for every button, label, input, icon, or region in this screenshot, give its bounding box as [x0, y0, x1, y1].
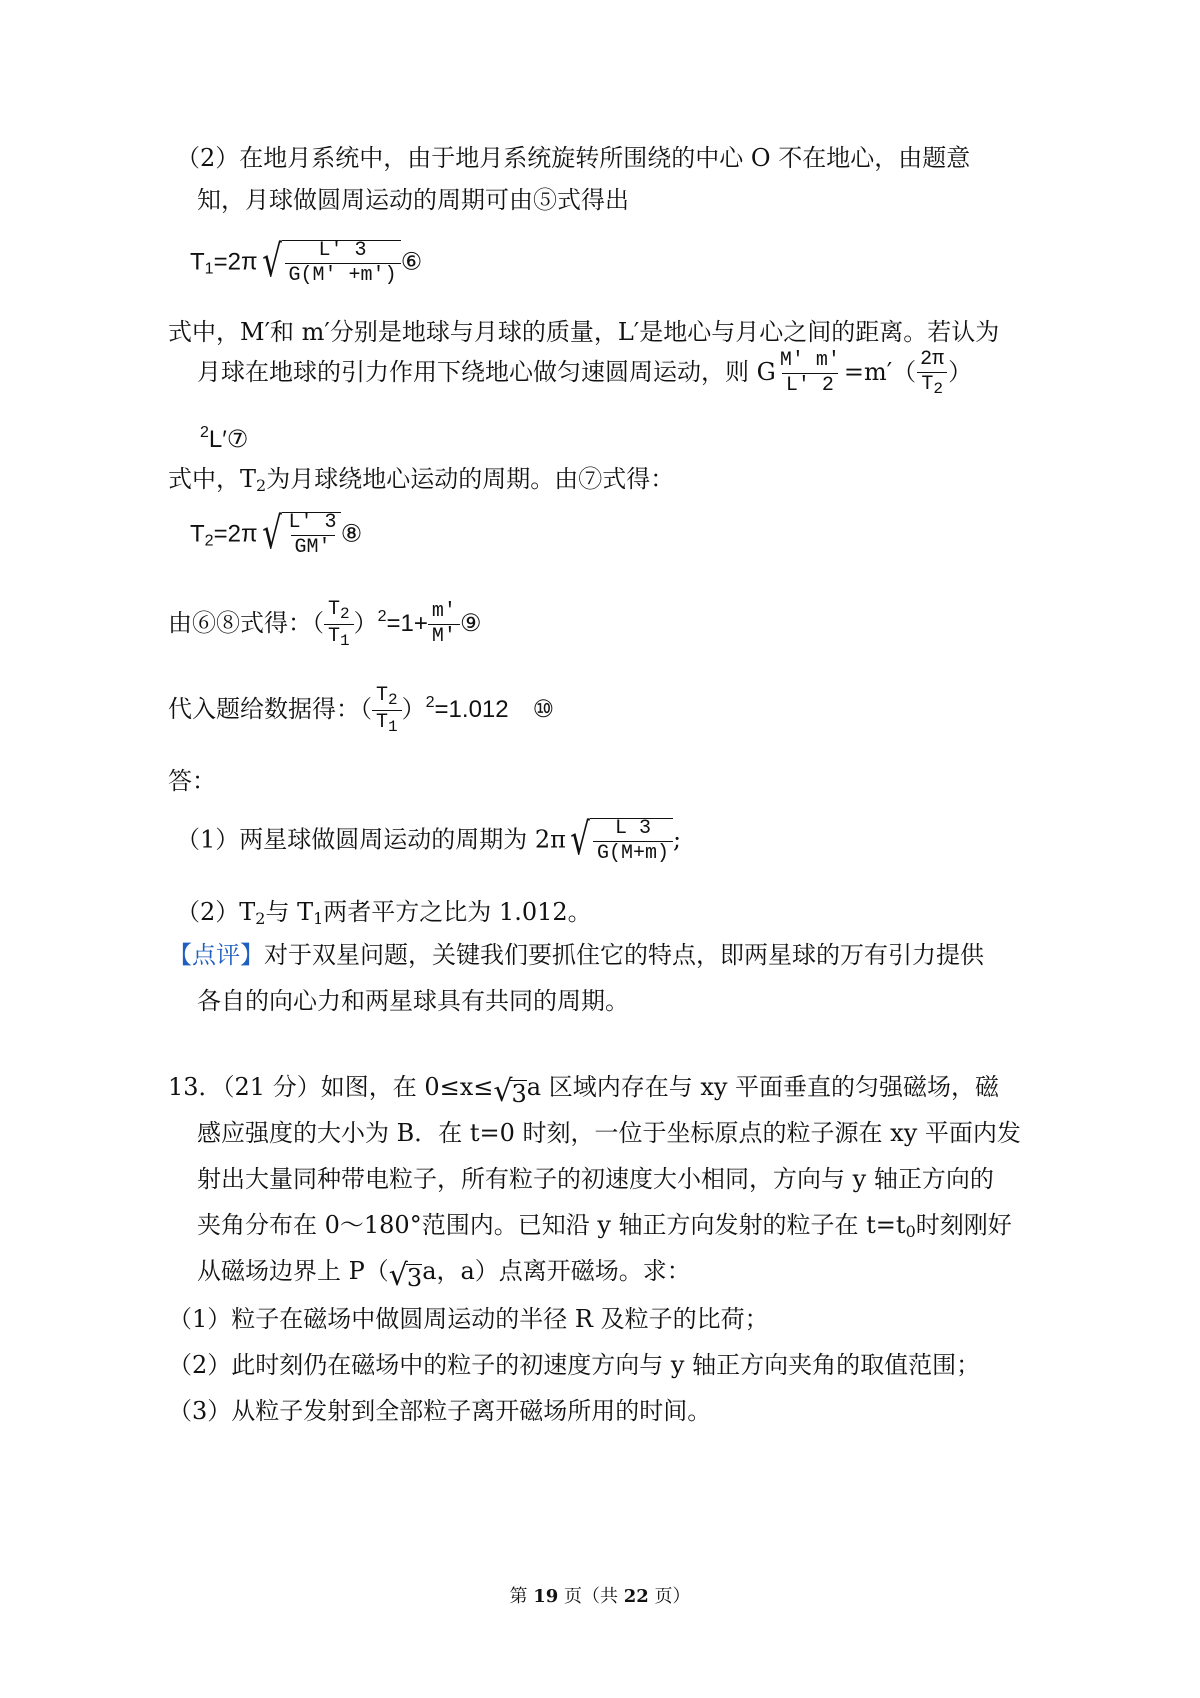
comment-line2: 各自的向心力和两星球具有共同的周期。 [197, 987, 629, 1015]
answer-1: （1）两星球做圆周运动的周期为 2π √ $\frac{L 3}{G(M+m)}$ ; [176, 814, 682, 865]
q13-subquestion-3: （3）从粒子发射到全部粒子离开磁场所用的时间。 [168, 1397, 712, 1425]
total-page-number: 22 [623, 1586, 649, 1607]
sqrt-symbol: √ $\frac{L 3}{G(M+m)}$ [566, 818, 673, 864]
para1-line2: 月球在地球的引力作用下绕地心做匀速圆周运动，则 G $\frac{M' m'}{L' 2}$ =m′（ $\frac{2\pi}{T_2}$ ） [197, 348, 973, 398]
part2-line1: （2）在地月系统中，由于地月系统旋转所围绕的中心 O 不在地心，由题意 [176, 144, 971, 172]
answer-label: 答： [168, 767, 216, 795]
page-footer: 第 19 页（共 22 页） [509, 1586, 691, 1607]
equation-8: $T_2=2\pi$ √ $\frac{L' 3}{GM'}$ ⑧ [190, 508, 363, 559]
q13-line2: 感应强度的大小为 B．在 t=0 时刻，一位于坐标原点的粒子源在 xy 平面内发 [197, 1119, 1021, 1147]
q13-subquestion-1: （1）粒子在磁场中做圆周运动的半径 R 及粒子的比荷； [168, 1305, 769, 1333]
part2-line2: 知，月球做圆周运动的周期可由⑤式得出 [197, 186, 629, 214]
sqrt-symbol: √ $\frac{L' 3}{G(M' +m')}$ [258, 240, 401, 286]
sqrt-symbol: √ $\frac{L' 3}{GM'}$ [258, 512, 341, 558]
q13-line5: 从磁场边界上 P（ √ 3 a，a）点离开磁场。求： [197, 1257, 691, 1293]
q13-line1: 13．（21 分）如图，在 0≤x≤ √ 3 a 区域内存在与 xy 平面垂直的匀强磁场，磁 [168, 1073, 1000, 1109]
current-page-number: 19 [533, 1586, 559, 1607]
comment-tag: 【点评】 [168, 941, 264, 969]
q13-line4: 夹角分布在 0～180°范围内。已知沿 y 轴正方向发射的粒子在 $t=t_0$时刻刚好 [197, 1211, 1012, 1241]
q13-line3: 射出大量同种带电粒子，所有粒子的初速度大小相同，方向与 y 轴正方向的 [197, 1165, 994, 1193]
equation-10: 代入题给数据得：（ $\frac{T_2}{T_1}$ ）$^2$=1.012 ⑩ [168, 684, 555, 736]
q13-subquestion-2: （2）此时刻仍在磁场中的粒子的初速度方向与 y 轴正方向夹角的取值范围； [168, 1351, 981, 1379]
answer-2: $(2)T_2$与 $T_1$两者平方之比为 1.012。 [176, 898, 592, 928]
para1-line3: $^2$L′⑦ [200, 424, 249, 453]
para2: 式中，$T_2$为月球绕地心运动的周期。由⑦式得： [168, 465, 675, 495]
equation-9: 由⑥⑧式得：（ $\frac{T_2}{T_1}$ ）$^2$=1+ $\frac{m'}{M'}$ ⑨ [168, 598, 482, 650]
equation-6: $T_1=2\pi$ √ $\frac{L' 3}{G(M' +m')}$ ⑥ [190, 236, 423, 287]
para1-line1: 式中，M′和 m′分别是地球与月球的质量，L′是地心与月心之间的距离。若认为 [168, 318, 1000, 346]
comment-line1: 【点评】对于双星问题，关键我们要抓住它的特点，即两星球的万有引力提供 [168, 941, 984, 969]
